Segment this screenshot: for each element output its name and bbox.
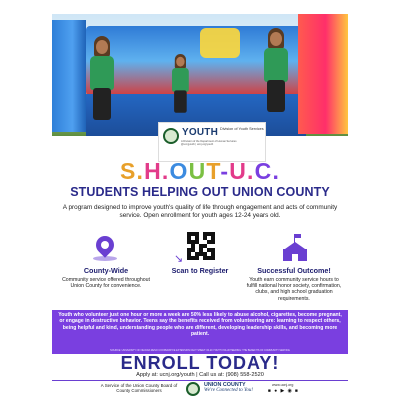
footer-website[interactable]: www.ucnj.org <box>272 383 294 387</box>
logo-division: Division of Youth Services <box>220 127 264 131</box>
title-letter: U <box>188 158 207 184</box>
feature-body: Community service offered throughout Union County for convenience. <box>62 277 150 290</box>
school-building-icon <box>280 234 310 262</box>
feature-successful-outcome <box>246 232 342 302</box>
feature-scan-to-register <box>152 232 248 275</box>
location-pin-icon <box>92 232 117 257</box>
title-letter: S <box>119 158 137 184</box>
title-letter: . <box>247 158 255 184</box>
title-letter: C <box>254 158 273 184</box>
intro-text: A program designed to improve youth's quality of life through engagement and acts of community service. Open enrollment for youth ages 12-24 years old. <box>62 204 338 219</box>
benefits-text: Youth who volunteer just one hour or more a week are 50% less likely to abuse alcohol, cigarettes, become pregnant, or engage in destructive behavior. Teens say the benefits received from volunteering are: learning to respect others, being helpful and kind, understanding people who are different, developing leadership skills, and becoming more patient. <box>58 312 342 337</box>
qr-code-icon[interactable] <box>187 232 215 260</box>
enroll-cta: ENROLL TODAY! <box>120 353 280 373</box>
county-seal-icon <box>186 382 200 396</box>
title-letter: U <box>229 158 248 184</box>
social-media-icons[interactable]: ■ ● ▶ ◉ ■ <box>268 389 299 394</box>
title-letter: H <box>144 158 162 184</box>
title-letter: - <box>220 158 230 184</box>
footer-service-line: A Service of the Union County Board of County Commissioners <box>100 383 178 394</box>
feature-county-wide <box>58 232 154 289</box>
bounce-house-left-pillar <box>52 20 86 132</box>
feature-body: Youth earn community service hours to fulfill national honor society, confirmation, clubs, and high school graduation requirements. <box>246 277 342 302</box>
footer-divider <box>52 380 348 381</box>
title-letter: . <box>161 158 170 184</box>
title-letter: T <box>206 158 221 184</box>
benefits-band <box>52 310 348 354</box>
title-letter: O <box>169 158 189 184</box>
bounce-house-panel <box>200 28 240 58</box>
feature-title: Scan to Register <box>171 266 229 275</box>
bounce-house-right-pillar <box>298 14 348 134</box>
title-letter: . <box>272 158 281 184</box>
flyer <box>52 0 348 400</box>
headline: STUDENTS HELPING OUT UNION COUNTY <box>70 185 330 199</box>
logo-subtitle-line: A Division of the Department of Human Services <box>181 140 237 143</box>
hero-photo <box>52 14 348 136</box>
county-seal-icon <box>163 128 179 144</box>
logo-wordmark: YOUTH <box>182 127 218 138</box>
youth-division-logo <box>158 122 266 162</box>
program-title <box>52 158 348 185</box>
feature-title: Successful Outcome! <box>257 266 331 275</box>
footer-tagline: We're Connected to You! <box>204 388 253 393</box>
title-letter: . <box>136 158 145 184</box>
feature-title: County-Wide <box>83 266 129 275</box>
logo-handle: @ucnjyouth | ucnj.org/youth <box>181 143 214 147</box>
arrow-icon: ↘ <box>174 253 184 265</box>
apply-line[interactable]: Apply at: ucnj.org/youth | Call us at: (908) 558-2520 <box>136 372 264 378</box>
logo-subtitle <box>181 140 265 146</box>
benefits-source: SOURCE: UNIVERSITY OF NEVADA RENO COOPERATIVE EXTENSION FACT SHEET: 00-20 YOUTH VOLUNTEERING: THE BENEFITS OF COMMUNITY SERVICE <box>110 349 290 352</box>
footer-county-name: UNION COUNTY <box>204 382 246 388</box>
